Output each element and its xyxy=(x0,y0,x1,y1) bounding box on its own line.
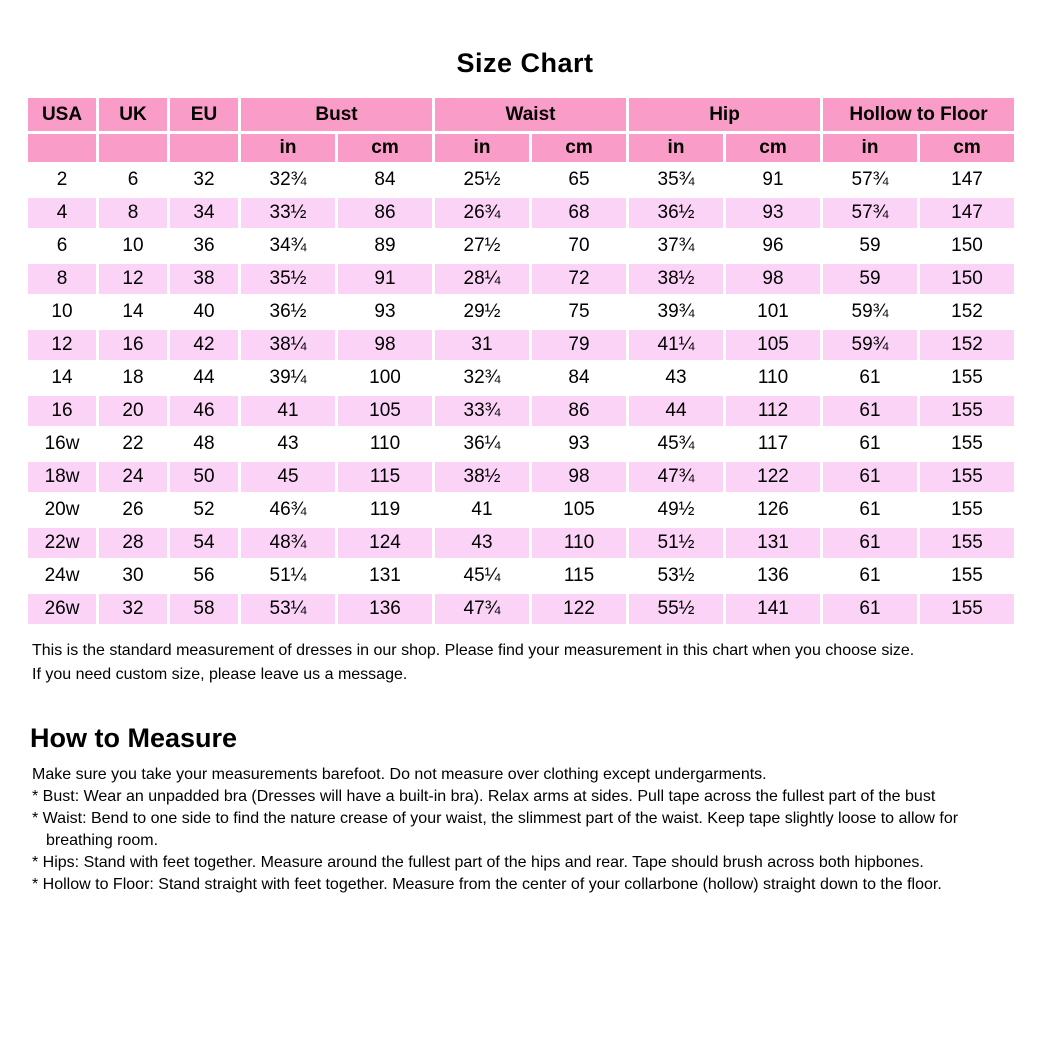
header-cell: Bust xyxy=(241,98,432,131)
size-cell: 126 xyxy=(726,495,820,525)
size-cell: 70 xyxy=(532,231,626,261)
size-cell: 61 xyxy=(823,495,917,525)
size-cell: 155 xyxy=(920,462,1014,492)
size-cell: 43 xyxy=(241,429,335,459)
size-cell: 54 xyxy=(170,528,238,558)
size-cell: 61 xyxy=(823,396,917,426)
size-cell: 91 xyxy=(338,264,432,294)
size-cell: 29½ xyxy=(435,297,529,327)
size-cell: 131 xyxy=(726,528,820,558)
subheader-cell: cm xyxy=(920,134,1014,162)
size-cell: 122 xyxy=(726,462,820,492)
size-cell: 57¾ xyxy=(823,198,917,228)
size-cell: 43 xyxy=(629,363,723,393)
size-cell: 155 xyxy=(920,363,1014,393)
size-cell: 61 xyxy=(823,462,917,492)
size-cell: 68 xyxy=(532,198,626,228)
size-cell: 36¼ xyxy=(435,429,529,459)
subheader-cell: in xyxy=(435,134,529,162)
subheader-cell: in xyxy=(241,134,335,162)
table-row xyxy=(28,264,1014,294)
size-cell: 37¾ xyxy=(629,231,723,261)
size-cell: 38 xyxy=(170,264,238,294)
size-cell: 61 xyxy=(823,594,917,624)
table-row xyxy=(28,561,1014,591)
size-cell: 45¾ xyxy=(629,429,723,459)
header-cell: EU xyxy=(170,98,238,131)
measure-line: * Waist: Bend to one side to find the nature crease of your waist, the slimmest part of the waist. Keep tape slightly loose to allow for breathing room. xyxy=(32,810,959,850)
size-cell: 6 xyxy=(99,165,167,195)
size-cell: 110 xyxy=(338,429,432,459)
size-cell: 49½ xyxy=(629,495,723,525)
size-cell: 16w xyxy=(28,429,96,459)
note-line: This is the standard measurement of dresses in our shop. Please find your measurement in this chart when you choose size. xyxy=(32,642,915,659)
size-cell: 93 xyxy=(338,297,432,327)
size-cell: 136 xyxy=(726,561,820,591)
subheader-cell xyxy=(99,134,167,162)
size-cell: 2 xyxy=(28,165,96,195)
size-cell: 59¾ xyxy=(823,297,917,327)
size-chart-table xyxy=(25,95,1017,627)
size-cell: 96 xyxy=(726,231,820,261)
subheader-cell: cm xyxy=(532,134,626,162)
size-cell: 155 xyxy=(920,429,1014,459)
size-cell: 10 xyxy=(28,297,96,327)
size-cell: 155 xyxy=(920,495,1014,525)
size-cell: 105 xyxy=(532,495,626,525)
table-row xyxy=(28,198,1014,228)
size-cell: 26w xyxy=(28,594,96,624)
size-cell: 105 xyxy=(338,396,432,426)
size-cell: 33½ xyxy=(241,198,335,228)
size-cell: 41 xyxy=(435,495,529,525)
table-body xyxy=(28,165,1014,624)
size-cell: 98 xyxy=(532,462,626,492)
size-cell: 84 xyxy=(338,165,432,195)
size-cell: 27½ xyxy=(435,231,529,261)
size-cell: 61 xyxy=(823,363,917,393)
size-cell: 122 xyxy=(532,594,626,624)
size-cell: 93 xyxy=(726,198,820,228)
size-cell: 110 xyxy=(532,528,626,558)
size-cell: 47¾ xyxy=(435,594,529,624)
size-cell: 152 xyxy=(920,330,1014,360)
size-cell: 86 xyxy=(532,396,626,426)
size-cell: 4 xyxy=(28,198,96,228)
size-cell: 32 xyxy=(99,594,167,624)
size-cell: 18 xyxy=(99,363,167,393)
size-cell: 50 xyxy=(170,462,238,492)
measure-line: * Bust: Wear an unpadded bra (Dresses will have a built-in bra). Relax arms at sides. Pull tape across the fullest part of the bust xyxy=(32,788,936,806)
size-cell: 115 xyxy=(532,561,626,591)
size-cell: 32 xyxy=(170,165,238,195)
size-cell: 65 xyxy=(532,165,626,195)
table-row xyxy=(28,330,1014,360)
size-cell: 36 xyxy=(170,231,238,261)
size-cell: 24 xyxy=(99,462,167,492)
size-cell: 22w xyxy=(28,528,96,558)
table-row xyxy=(28,462,1014,492)
header-cell: UK xyxy=(99,98,167,131)
size-cell: 34¾ xyxy=(241,231,335,261)
subheader-cell: in xyxy=(823,134,917,162)
size-cell: 30 xyxy=(99,561,167,591)
size-cell: 124 xyxy=(338,528,432,558)
header-cell: USA xyxy=(28,98,96,131)
subheader-cell xyxy=(28,134,96,162)
size-cell: 89 xyxy=(338,231,432,261)
size-cell: 31 xyxy=(435,330,529,360)
size-cell: 53½ xyxy=(629,561,723,591)
subheader-cell xyxy=(170,134,238,162)
size-cell: 56 xyxy=(170,561,238,591)
size-cell: 48¾ xyxy=(241,528,335,558)
size-cell: 26¾ xyxy=(435,198,529,228)
size-cell: 136 xyxy=(338,594,432,624)
size-cell: 91 xyxy=(726,165,820,195)
measure-instructions xyxy=(32,764,1027,896)
page-title: Size Chart xyxy=(456,48,594,78)
measure-line: * Hollow to Floor: Stand straight with feet together. Measure from the center of your collarbone (hollow) straight down to the floor. xyxy=(32,876,942,894)
size-cell: 32¾ xyxy=(435,363,529,393)
note-line: If you need custom size, please leave us a message. xyxy=(32,666,408,683)
size-cell: 20w xyxy=(28,495,96,525)
size-cell: 131 xyxy=(338,561,432,591)
size-cell: 42 xyxy=(170,330,238,360)
table-row xyxy=(28,495,1014,525)
size-cell: 36½ xyxy=(629,198,723,228)
size-cell: 98 xyxy=(338,330,432,360)
table-row xyxy=(28,429,1014,459)
size-cell: 33¾ xyxy=(435,396,529,426)
size-cell: 119 xyxy=(338,495,432,525)
size-cell: 22 xyxy=(99,429,167,459)
size-cell: 141 xyxy=(726,594,820,624)
standard-measurement-notes xyxy=(32,639,1050,687)
size-cell: 86 xyxy=(338,198,432,228)
size-cell: 101 xyxy=(726,297,820,327)
size-cell: 18w xyxy=(28,462,96,492)
size-cell: 47¾ xyxy=(629,462,723,492)
size-cell: 75 xyxy=(532,297,626,327)
measure-line: * Hips: Stand with feet together. Measure around the fullest part of the hips and rear. Tape should brush across both hipbones. xyxy=(32,854,924,872)
size-cell: 59¾ xyxy=(823,330,917,360)
measure-line: Make sure you take your measurements barefoot. Do not measure over clothing except undergarments. xyxy=(32,766,767,783)
size-cell: 39¼ xyxy=(241,363,335,393)
size-cell: 32¾ xyxy=(241,165,335,195)
size-cell: 100 xyxy=(338,363,432,393)
size-cell: 24w xyxy=(28,561,96,591)
subheader-cell: cm xyxy=(338,134,432,162)
size-cell: 28 xyxy=(99,528,167,558)
size-cell: 41 xyxy=(241,396,335,426)
header-cell: Hollow to Floor xyxy=(823,98,1014,131)
size-cell: 16 xyxy=(99,330,167,360)
size-cell: 84 xyxy=(532,363,626,393)
subheader-cell: in xyxy=(629,134,723,162)
size-cell: 155 xyxy=(920,561,1014,591)
size-cell: 14 xyxy=(99,297,167,327)
size-cell: 61 xyxy=(823,528,917,558)
size-cell: 112 xyxy=(726,396,820,426)
table-row xyxy=(28,594,1014,624)
size-cell: 155 xyxy=(920,594,1014,624)
size-cell: 150 xyxy=(920,264,1014,294)
size-cell: 59 xyxy=(823,264,917,294)
size-cell: 36½ xyxy=(241,297,335,327)
size-cell: 6 xyxy=(28,231,96,261)
size-cell: 51¼ xyxy=(241,561,335,591)
table-header xyxy=(28,98,1014,162)
size-cell: 61 xyxy=(823,429,917,459)
table-row xyxy=(28,363,1014,393)
size-cell: 38½ xyxy=(435,462,529,492)
size-cell: 147 xyxy=(920,165,1014,195)
size-cell: 150 xyxy=(920,231,1014,261)
size-cell: 41¼ xyxy=(629,330,723,360)
size-cell: 105 xyxy=(726,330,820,360)
size-cell: 98 xyxy=(726,264,820,294)
size-cell: 16 xyxy=(28,396,96,426)
size-cell: 44 xyxy=(629,396,723,426)
size-cell: 12 xyxy=(28,330,96,360)
size-cell: 40 xyxy=(170,297,238,327)
table-row xyxy=(28,165,1014,195)
size-cell: 93 xyxy=(532,429,626,459)
size-cell: 58 xyxy=(170,594,238,624)
size-cell: 155 xyxy=(920,396,1014,426)
size-cell: 8 xyxy=(28,264,96,294)
size-cell: 20 xyxy=(99,396,167,426)
size-cell: 52 xyxy=(170,495,238,525)
size-cell: 14 xyxy=(28,363,96,393)
size-cell: 79 xyxy=(532,330,626,360)
size-cell: 48 xyxy=(170,429,238,459)
table-row xyxy=(28,396,1014,426)
header-cell: Hip xyxy=(629,98,820,131)
size-cell: 8 xyxy=(99,198,167,228)
size-cell: 147 xyxy=(920,198,1014,228)
size-cell: 51½ xyxy=(629,528,723,558)
size-cell: 45 xyxy=(241,462,335,492)
size-cell: 61 xyxy=(823,561,917,591)
size-cell: 57¾ xyxy=(823,165,917,195)
size-cell: 110 xyxy=(726,363,820,393)
size-cell: 44 xyxy=(170,363,238,393)
size-cell: 152 xyxy=(920,297,1014,327)
size-cell: 46¾ xyxy=(241,495,335,525)
header-cell: Waist xyxy=(435,98,626,131)
how-to-measure-heading: How to Measure xyxy=(30,723,238,753)
size-cell: 55½ xyxy=(629,594,723,624)
size-cell: 45¼ xyxy=(435,561,529,591)
size-cell: 115 xyxy=(338,462,432,492)
size-cell: 26 xyxy=(99,495,167,525)
table-row xyxy=(28,231,1014,261)
size-cell: 39¾ xyxy=(629,297,723,327)
table-row xyxy=(28,528,1014,558)
size-cell: 25½ xyxy=(435,165,529,195)
subheader-cell: cm xyxy=(726,134,820,162)
size-cell: 59 xyxy=(823,231,917,261)
size-cell: 35¾ xyxy=(629,165,723,195)
size-cell: 53¼ xyxy=(241,594,335,624)
size-cell: 28¼ xyxy=(435,264,529,294)
size-cell: 117 xyxy=(726,429,820,459)
size-cell: 43 xyxy=(435,528,529,558)
size-cell: 38¼ xyxy=(241,330,335,360)
size-chart-page xyxy=(0,48,1050,896)
size-cell: 10 xyxy=(99,231,167,261)
size-cell: 35½ xyxy=(241,264,335,294)
size-cell: 46 xyxy=(170,396,238,426)
table-row xyxy=(28,297,1014,327)
size-cell: 72 xyxy=(532,264,626,294)
size-cell: 155 xyxy=(920,528,1014,558)
size-cell: 12 xyxy=(99,264,167,294)
size-cell: 34 xyxy=(170,198,238,228)
size-cell: 38½ xyxy=(629,264,723,294)
